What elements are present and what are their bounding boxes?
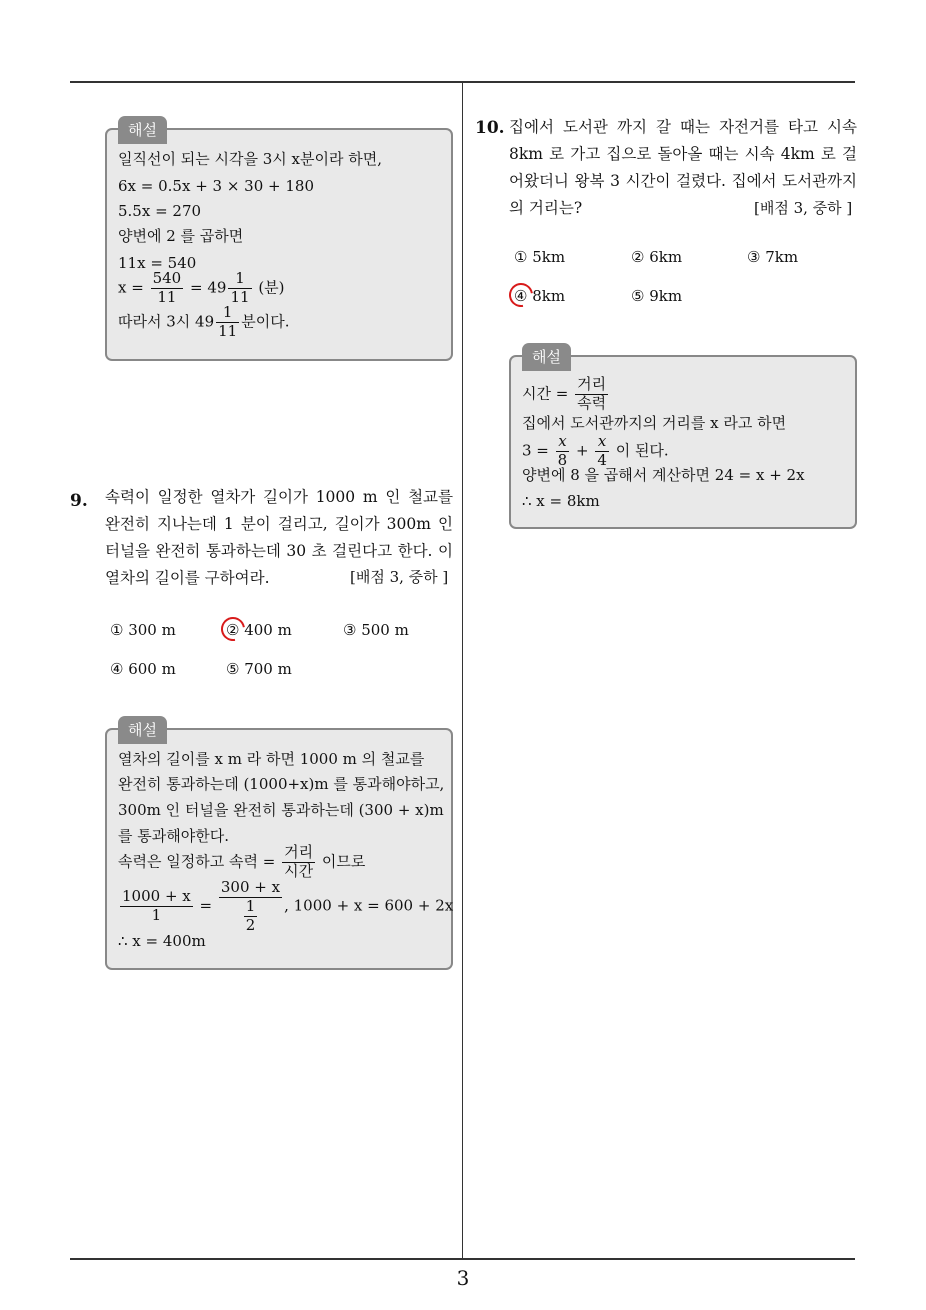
fraction: $\frac{1}{2}$ (245, 896, 256, 934)
sol10-line2: 집에서 도서관까지의 거리를 x 라고 하면 (522, 414, 787, 432)
q10-choice-2[interactable]: ② 6km (631, 248, 683, 266)
sol8-line1: 일직선이 되는 시각을 3시 x분이라 하면, (118, 150, 382, 168)
solution-tag-q10: 해설 (522, 343, 571, 371)
sol8-line4: 양변에 2 를 곱하면 (118, 227, 244, 245)
question-9-text: 속력이 일정한 열차가 길이가 1000 m 인 철교를 완전히 지나는데 1 분이 걸리고, 길이가 300m 인 터널을 완전히 통과하는데 30 초 걸린다고 한다. 이 열차의 길이를 구하여라. (105, 488, 453, 587)
fraction: $\frac{1}{11}$ (230, 269, 250, 306)
q9-choice-4[interactable]: ④ 600 m (110, 660, 176, 678)
q10-choice-4[interactable]: ④ 8km (514, 287, 566, 305)
sol9-line2: 완전히 통과하는데 (1000+x)m 를 통과해야하고, (118, 775, 445, 793)
question-9-score: [배점 3, 중하 ] (350, 568, 449, 586)
question-9-number: 9. (70, 491, 88, 511)
q10-choice-3[interactable]: ③ 7km (747, 248, 799, 266)
sol9-line4: 를 통과해야한다. (118, 827, 229, 845)
sol10-line4: 양변에 8 을 곱해서 계산하면 24 = x + 2x (522, 466, 805, 484)
solution-tag-q8: 해설 (118, 116, 167, 144)
sol8-line3: 5.5x = 270 (118, 202, 202, 220)
page-number: 3 (456, 1266, 470, 1290)
fraction: $\frac{540}{11}$ (152, 269, 182, 306)
question-10-score: [배점 3, 중하 ] (754, 199, 853, 217)
q10-choice-5[interactable]: ⑤ 9km (631, 287, 683, 305)
sol8-line2: 6x = 0.5x + 3 × 30 + 180 (118, 177, 314, 195)
column-divider (462, 82, 463, 1258)
sol9-line1: 열차의 길이를 x m 라 하면 1000 m 의 철교를 (118, 750, 425, 768)
sol10-line1: 시간 = $\frac{\text{거리}}{\text{속력}}$ (522, 375, 607, 412)
bottom-rule (70, 1258, 855, 1260)
solution-tag-q9: 해설 (118, 716, 167, 744)
fraction: $\frac{x}{4}$ (597, 432, 607, 469)
answer-mark-circle (504, 278, 537, 311)
fraction: $\frac{1000 + x}{1}$ (122, 887, 191, 925)
fraction: $\frac{\text{거리}}{\text{속력}}$ (577, 375, 607, 412)
fraction: $\frac{300 + x}{\frac{1}{2}}$ (220, 878, 281, 934)
sol8-line5: 11x = 540 (118, 254, 197, 272)
q9-choice-3[interactable]: ③ 500 m (343, 621, 409, 639)
q9-choice-2[interactable]: ② 400 m (226, 621, 292, 639)
q10-choice-1[interactable]: ① 5km (514, 248, 566, 266)
sol9-line7: ∴ x = 400m (118, 932, 206, 950)
sol10-line3: 3 = $\frac{x}{8}$ + $\frac{x}{4}$ 이 된다. (522, 432, 669, 469)
fraction: $\frac{x}{8}$ (557, 432, 568, 469)
question-10-number: 10. (475, 118, 505, 138)
answer-mark-circle (216, 612, 249, 645)
fraction: $\frac{\text{거리}}{\text{시간}}$ (284, 843, 314, 880)
sol8-line7: 따라서 3시 49 $\frac{1}{11}$ 분이다. (118, 303, 290, 340)
question-10-text: 집에서 도서관 까지 갈 때는 자전거를 타고 시속 8km 로 가고 집으로 돌아올 때는 시속 4km 로 걸어왔더니 왕복 3 시간이 걸렸다. 집에서 도서관까지의 거리는? (509, 118, 857, 217)
q9-choice-1[interactable]: ① 300 m (110, 621, 176, 639)
sol9-line5: 속력은 일정하고 속력 = $\frac{\text{거리}}{\text{시간}}$ 이므로 (118, 843, 366, 880)
sol10-line5: ∴ x = 8km (522, 492, 600, 510)
sol9-line6: $\frac{1000 + x}{1}$ = $\frac{300 + x}{\frac{1}{2}}$ , 1000 + x = 600 + 2x (122, 878, 454, 934)
sol8-line6: x = $\frac{540}{11}$ = 49 $\frac{1}{11}$ (분) (118, 269, 285, 306)
fraction: $\frac{1}{11}$ (218, 303, 238, 340)
sol9-line3: 300m 인 터널을 완전히 통과하는데 (300 + x)m (118, 801, 444, 819)
q9-choice-5[interactable]: ⑤ 700 m (226, 660, 292, 678)
